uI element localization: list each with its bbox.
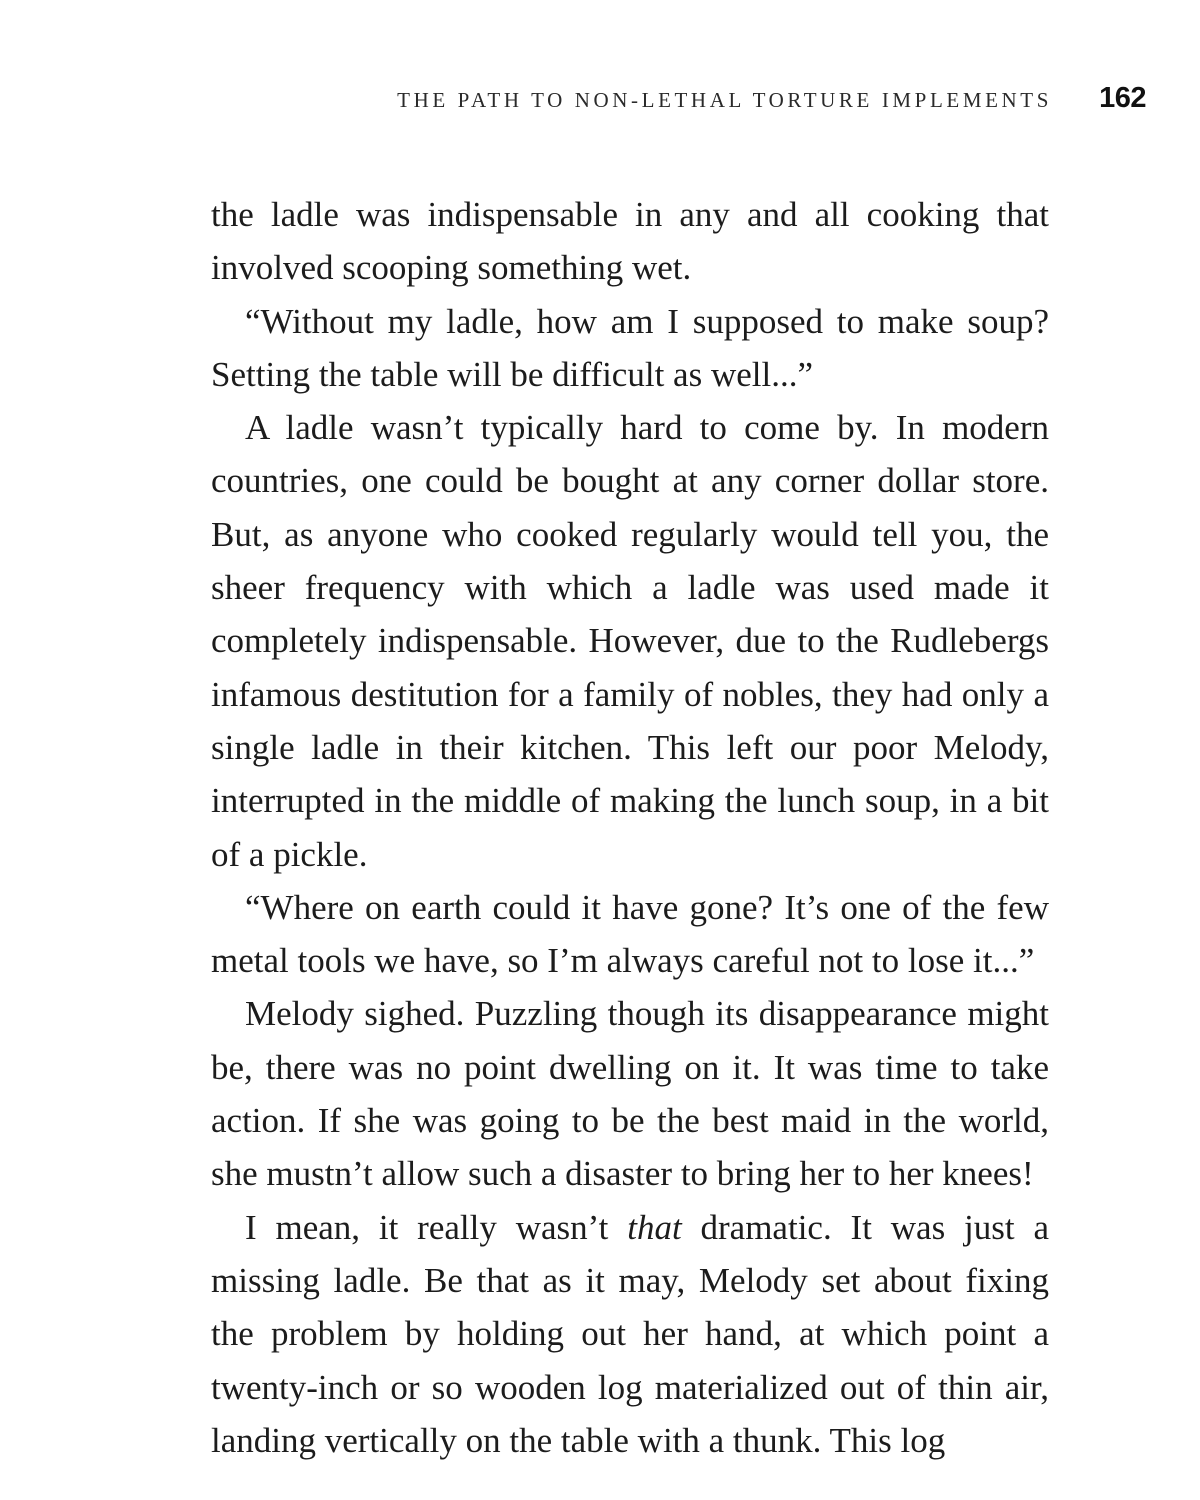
paragraph-6-text-before: I mean, it really wasn’t bbox=[245, 1207, 628, 1247]
paragraph-3: A ladle wasn’t typically hard to come by. In modern countries, one could be bought at any corner dollar store. But, as anyone who cooked regularly would tell you, the sheer frequency with which a ladle was used made it completely indispensable. However, due to the Rudlebergs infamous destitution for a family of nobles, they had only a single ladle in their kitchen. This left our poor Melody, interrupted in the middle of making the lunch soup, in a bit of a pickle. bbox=[211, 408, 1049, 874]
paragraph-2: “Without my ladle, how am I supposed to make soup? Setting the table will be difficult as well...” bbox=[211, 301, 1049, 394]
paragraph-5: Melody sighed. Puzzling though its disappearance might be, there was no point dwelling on it. It was time to take action. If she was going to be the best maid in the world, she mustn’t allow such a disaster to bring her to her knees! bbox=[211, 994, 1049, 1194]
page-number: 162 bbox=[1099, 82, 1146, 114]
paragraph-6-emphasis: that bbox=[627, 1207, 682, 1247]
paragraph-6-text-after: dramatic. It was just a missing ladle. Be that as it may, Melody set about fixing the problem by holding out her hand, at which point a twenty-inch or so wooden log materialized out of thin air, landing vertically on the table with a thunk. This log bbox=[211, 1207, 1049, 1460]
paragraph-6 bbox=[211, 1201, 1049, 1467]
paragraph-1: the ladle was indispensable in any and all cooking that involved scooping something wet. bbox=[211, 195, 1049, 288]
running-head bbox=[0, 82, 1200, 118]
paragraph-4: “Where on earth could it have gone? It’s one of the few metal tools we have, so I’m always careful not to lose it...” bbox=[211, 887, 1049, 981]
body-text bbox=[211, 188, 1049, 1467]
running-title: THE PATH TO NON-LETHAL TORTURE IMPLEMENTS bbox=[397, 88, 1052, 112]
